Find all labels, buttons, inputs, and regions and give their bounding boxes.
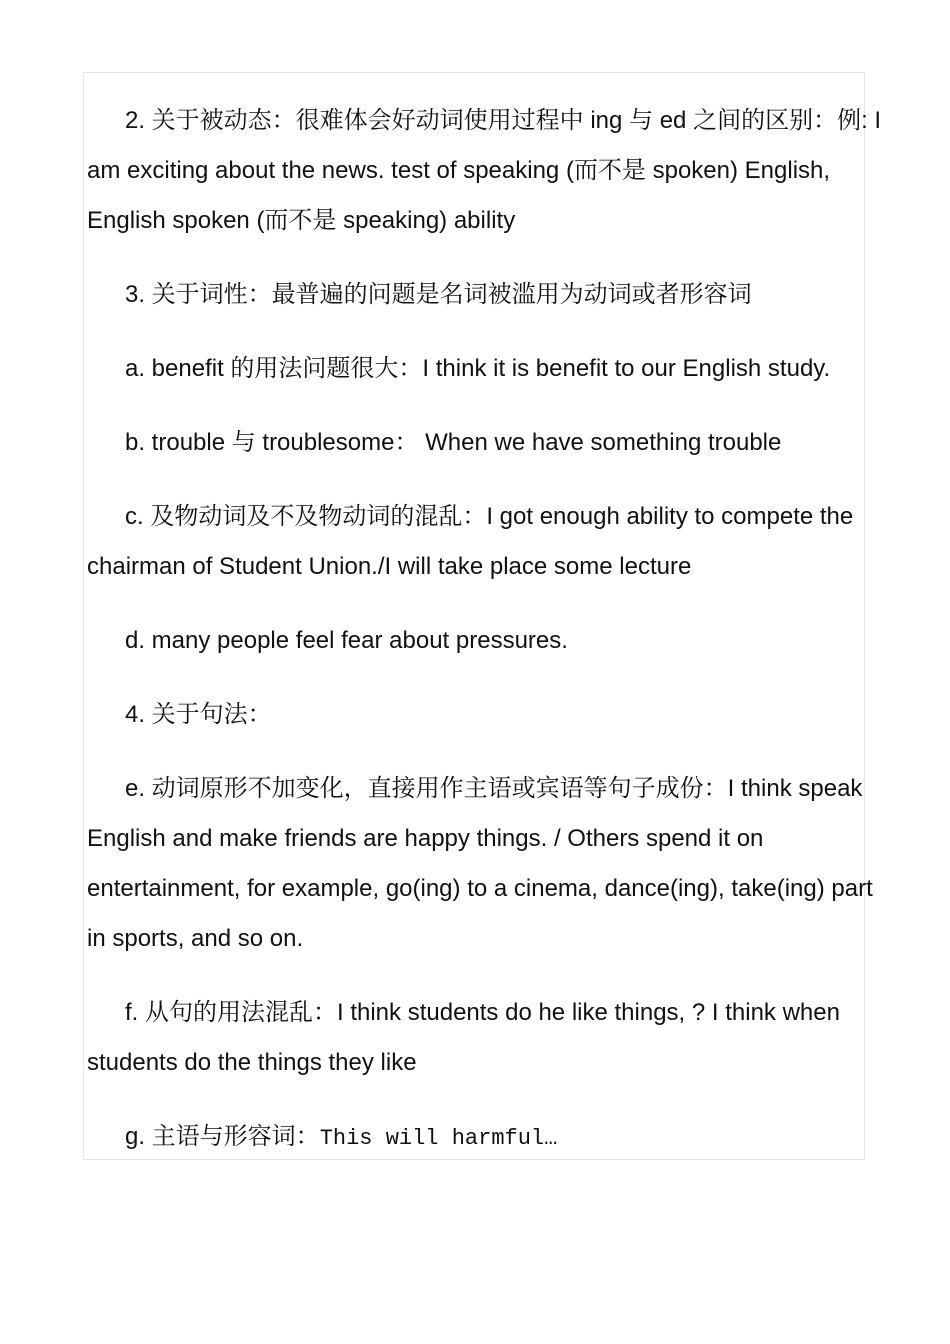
paragraph-transitive-verbs: c. 及物动词及不及物动词的混乱：I got enough ability to compete the chairman of Student Union./I will take place some lecture bbox=[87, 503, 854, 580]
paragraph-base-verb: e. 动词原形不加变化，直接用作主语或宾语等句子成份：I think speak English and make friends are happy things. / Others spend it on entertainment, for example, go(ing) to a cinema, dance(ing), take(ing) part in sports, and so on. bbox=[87, 775, 873, 952]
paragraph-trouble: b. trouble 与 troublesome： When we have something trouble bbox=[125, 429, 782, 456]
paragraph-fear: d. many people feel fear about pressures. bbox=[125, 627, 568, 654]
paragraph-passive-voice: 2. 关于被动态：很难体会好动词使用过程中 ing 与 ed 之间的区别：例: I am exciting about the news. test of speaking (而不是 spoken) English, English spoken (而不是 speaking) ability bbox=[87, 107, 882, 234]
paragraph-parts-of-speech: 3. 关于词性：最普遍的问题是名词被滥用为动词或者形容词 bbox=[125, 281, 752, 308]
paragraph-syntax: 4. 关于句法： bbox=[125, 701, 272, 728]
paragraph-benefit: a. benefit 的用法问题很大：I think it is benefit to our English study. bbox=[125, 355, 831, 382]
paragraph-subject-adjective-prefix: g. 主语与形容词： bbox=[125, 1123, 320, 1150]
paragraph-subject-adjective bbox=[87, 1112, 887, 1164]
paragraph-subject-adjective-example: This will harmful… bbox=[319, 1126, 558, 1151]
paragraph-clause: f. 从句的用法混乱：I think students do he like things, ? I think when students do the things they like bbox=[87, 999, 840, 1076]
document-body bbox=[87, 96, 887, 1188]
